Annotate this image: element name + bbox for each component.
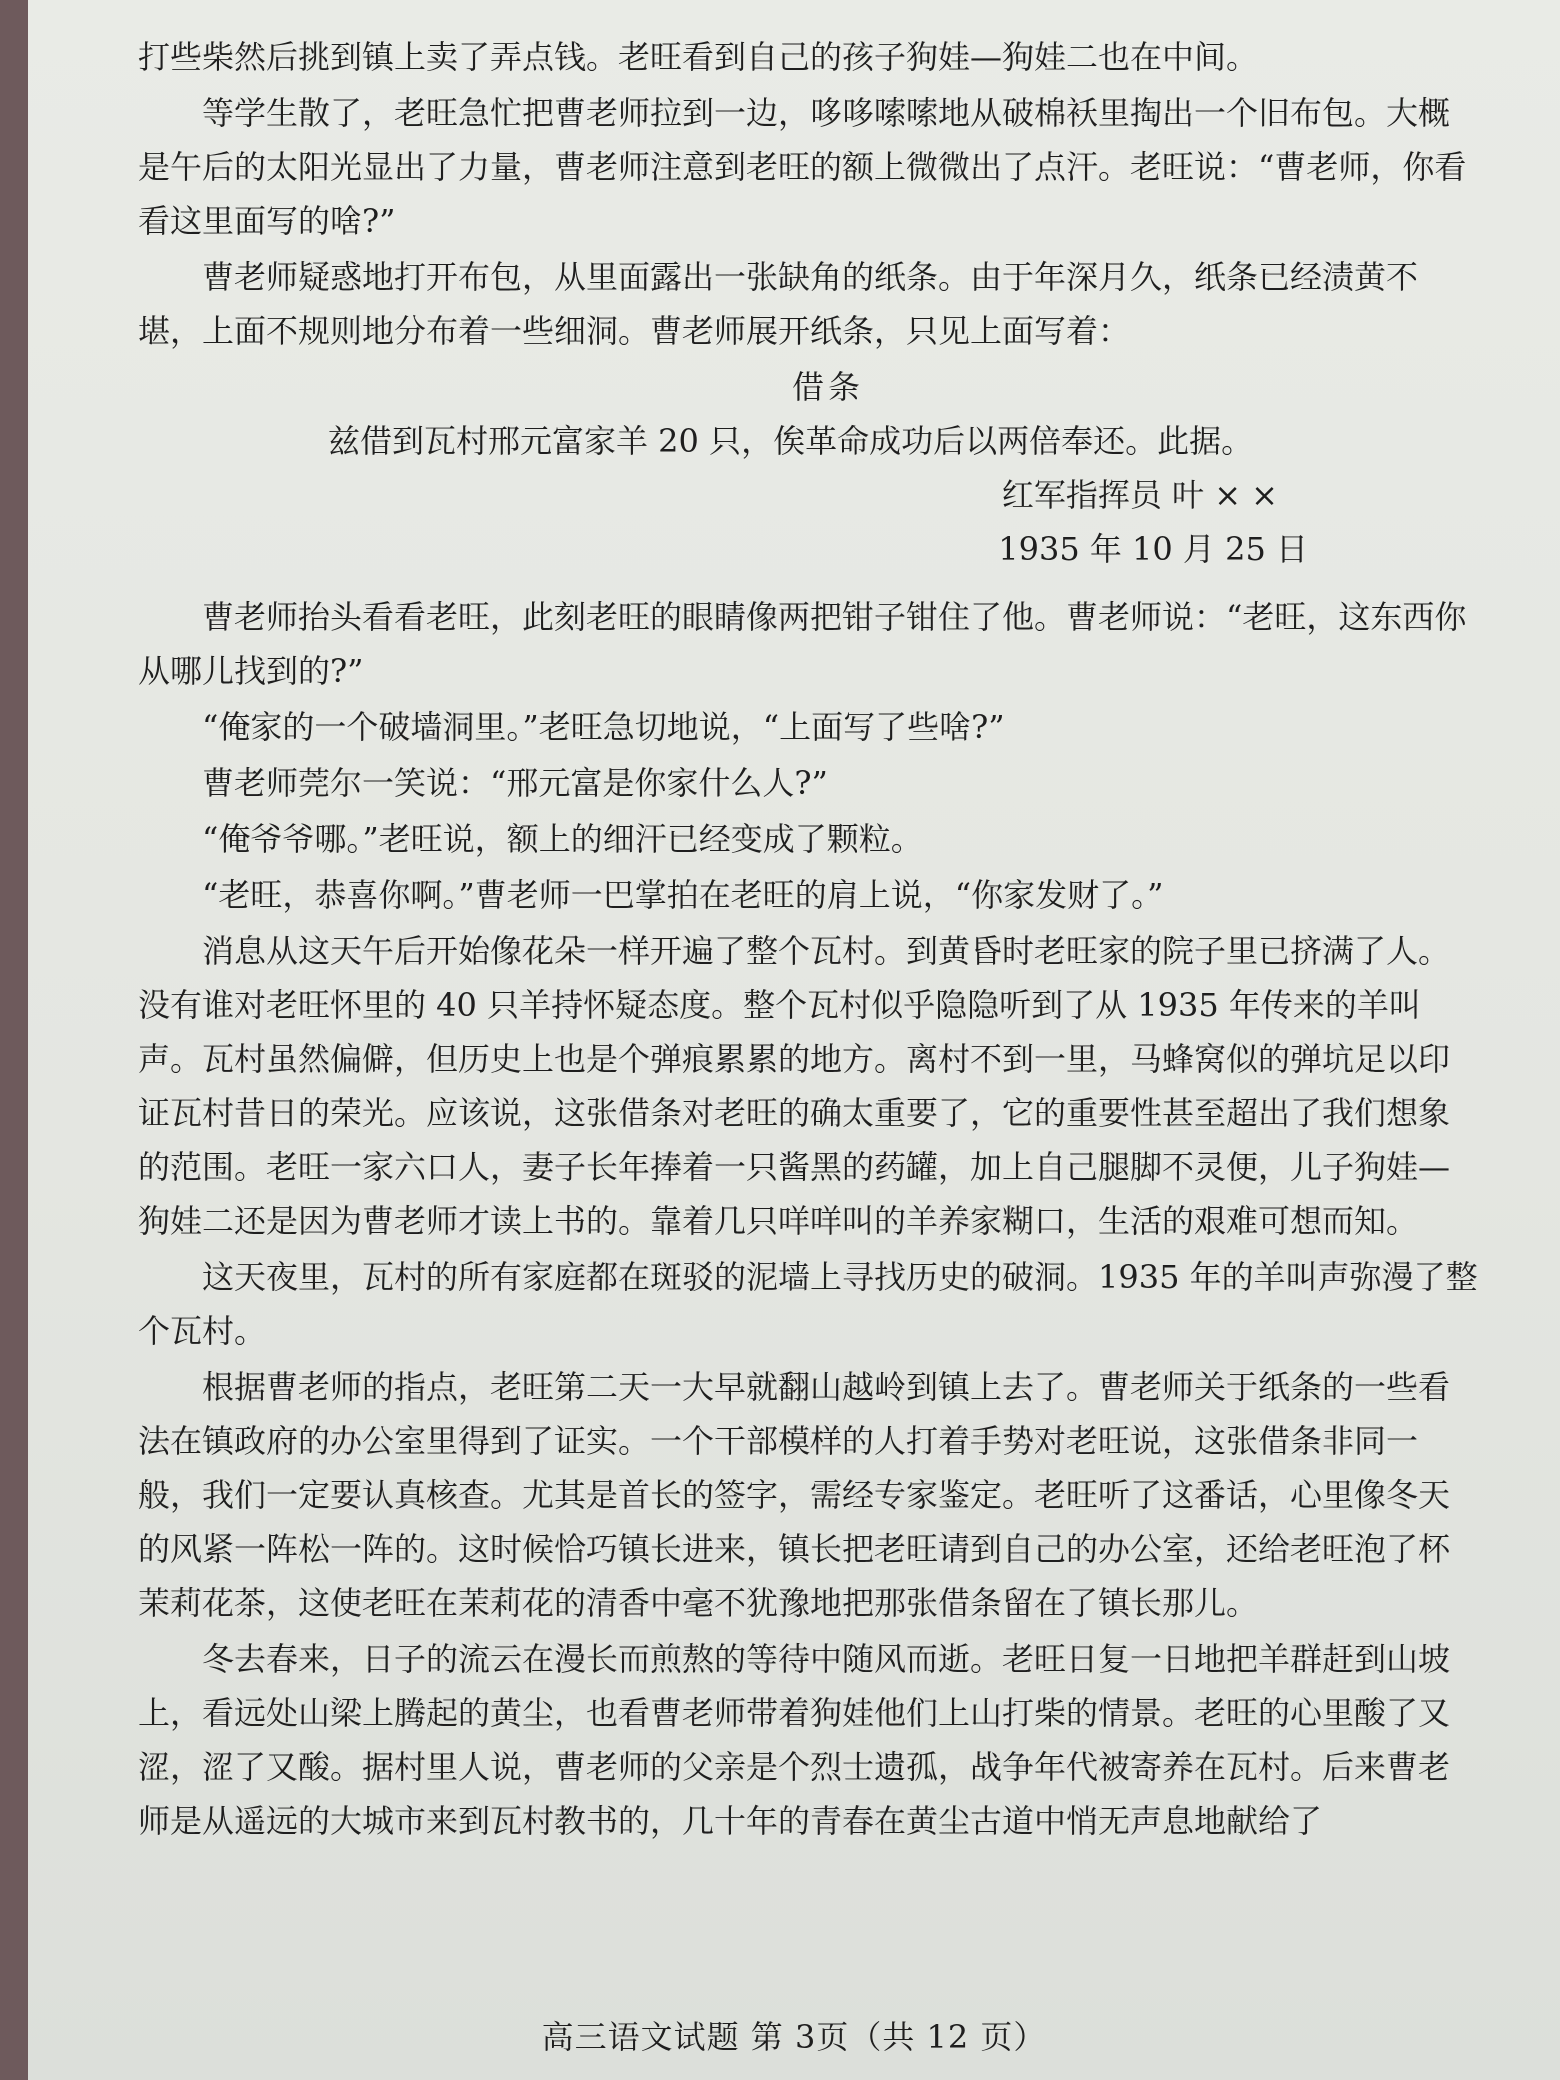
paragraph: 曹老师莞尔一笑说：“邢元富是你家什么人?”: [202, 764, 828, 802]
paragraph: “俺家的一个破墙洞里。”老旺急切地说，“上面写了些啥?”: [202, 708, 1005, 746]
paragraph: 根据曹老师的指点，老旺第二天一大早就翻山越岭到镇上去了。曹老师关于纸条的一些看法在镇政府的办公室里得到了证实。一个干部模样的人打着手势对老旺说，这张借条非同一般，我们一定要认真核查。尤其是首长的签字，需经专家鉴定。老旺听了这番话，心里像冬天的风紧一阵松一阵的。这时候恰巧镇长进来，镇长把老旺请到自己的办公室，还给老旺泡了杯茉莉花茶，这使老旺在茉莉花的清香中毫不犹豫地把那张借条留在了镇长那儿。: [138, 1368, 1451, 1622]
receipt-title: 借条: [791, 368, 864, 406]
receipt-signature: 红军指挥员 叶 × ×: [1001, 476, 1278, 514]
loan-receipt: [138, 360, 1478, 576]
paragraph: 等学生散了，老旺急忙把曹老师拉到一边，哆哆嗦嗦地从破棉袄里掏出一个旧布包。大概是午后的太阳光显出了力量，曹老师注意到老旺的额上微微出了点汗。老旺说：“曹老师，你看看这里面写的啥?”: [138, 94, 1467, 240]
receipt-body: 兹借到瓦村邢元富家羊 20 只，俟革命成功后以两倍奉还。此据。: [328, 422, 1254, 460]
paragraph: “俺爷爷哪。”老旺说，额上的细汗已经变成了颗粒。: [202, 820, 923, 858]
paragraph: “老旺，恭喜你啊。”曹老师一巴掌拍在老旺的肩上说，“你家发财了。”: [202, 876, 1164, 914]
paragraph: 曹老师抬头看看老旺，此刻老旺的眼睛像两把钳子钳住了他。曹老师说：“老旺，这东西你从哪儿找到的?”: [138, 598, 1467, 690]
page-footer: 高三语文试题 第 3页（共 12 页）: [541, 2018, 1047, 2056]
exam-page: [28, 0, 1560, 2080]
article-body: [138, 30, 1478, 1850]
paragraph: 这天夜里，瓦村的所有家庭都在斑驳的泥墙上寻找历史的破洞。1935 年的羊叫声弥漫了整个瓦村。: [138, 1258, 1478, 1350]
receipt-date: 1935 年 10 月 25 日: [998, 530, 1308, 568]
paragraph: 消息从这天午后开始像花朵一样开遍了整个瓦村。到黄昏时老旺家的院子里已挤满了人。没有谁对老旺怀里的 40 只羊持怀疑态度。整个瓦村似乎隐隐听到了从 1935 年传来的羊叫声。瓦村虽然偏僻，但历史上也是个弹痕累累的地方。离村不到一里，马蜂窝似的弹坑足以印证瓦村昔日的荣光。应该说，这张借条对老旺的确太重要了，它的重要性甚至超出了我们想象的范围。老旺一家六口人，妻子长年捧着一只酱黑的药罐，加上自己腿脚不灵便，儿子狗娃—狗娃二还是因为曹老师才读上书的。靠着几只咩咩叫的羊养家糊口，生活的艰难可想而知。: [138, 932, 1451, 1240]
paragraph: 冬去春来，日子的流云在漫长而煎熬的等待中随风而逝。老旺日复一日地把羊群赶到山坡上，看远处山梁上腾起的黄尘，也看曹老师带着狗娃他们上山打柴的情景。老旺的心里酸了又涩，涩了又酸。据村里人说，曹老师的父亲是个烈士遗孤，战争年代被寄养在瓦村。后来曹老师是从遥远的大城市来到瓦村教书的，几十年的青春在黄尘古道中悄无声息地献给了: [138, 1640, 1451, 1840]
paragraph: 曹老师疑惑地打开布包，从里面露出一张缺角的纸条。由于年深月久，纸条已经渍黄不堪，上面不规则地分布着一些细洞。曹老师展开纸条，只见上面写着：: [138, 258, 1419, 350]
paragraph: 打些柴然后挑到镇上卖了弄点钱。老旺看到自己的孩子狗娃—狗娃二也在中间。: [138, 38, 1259, 76]
